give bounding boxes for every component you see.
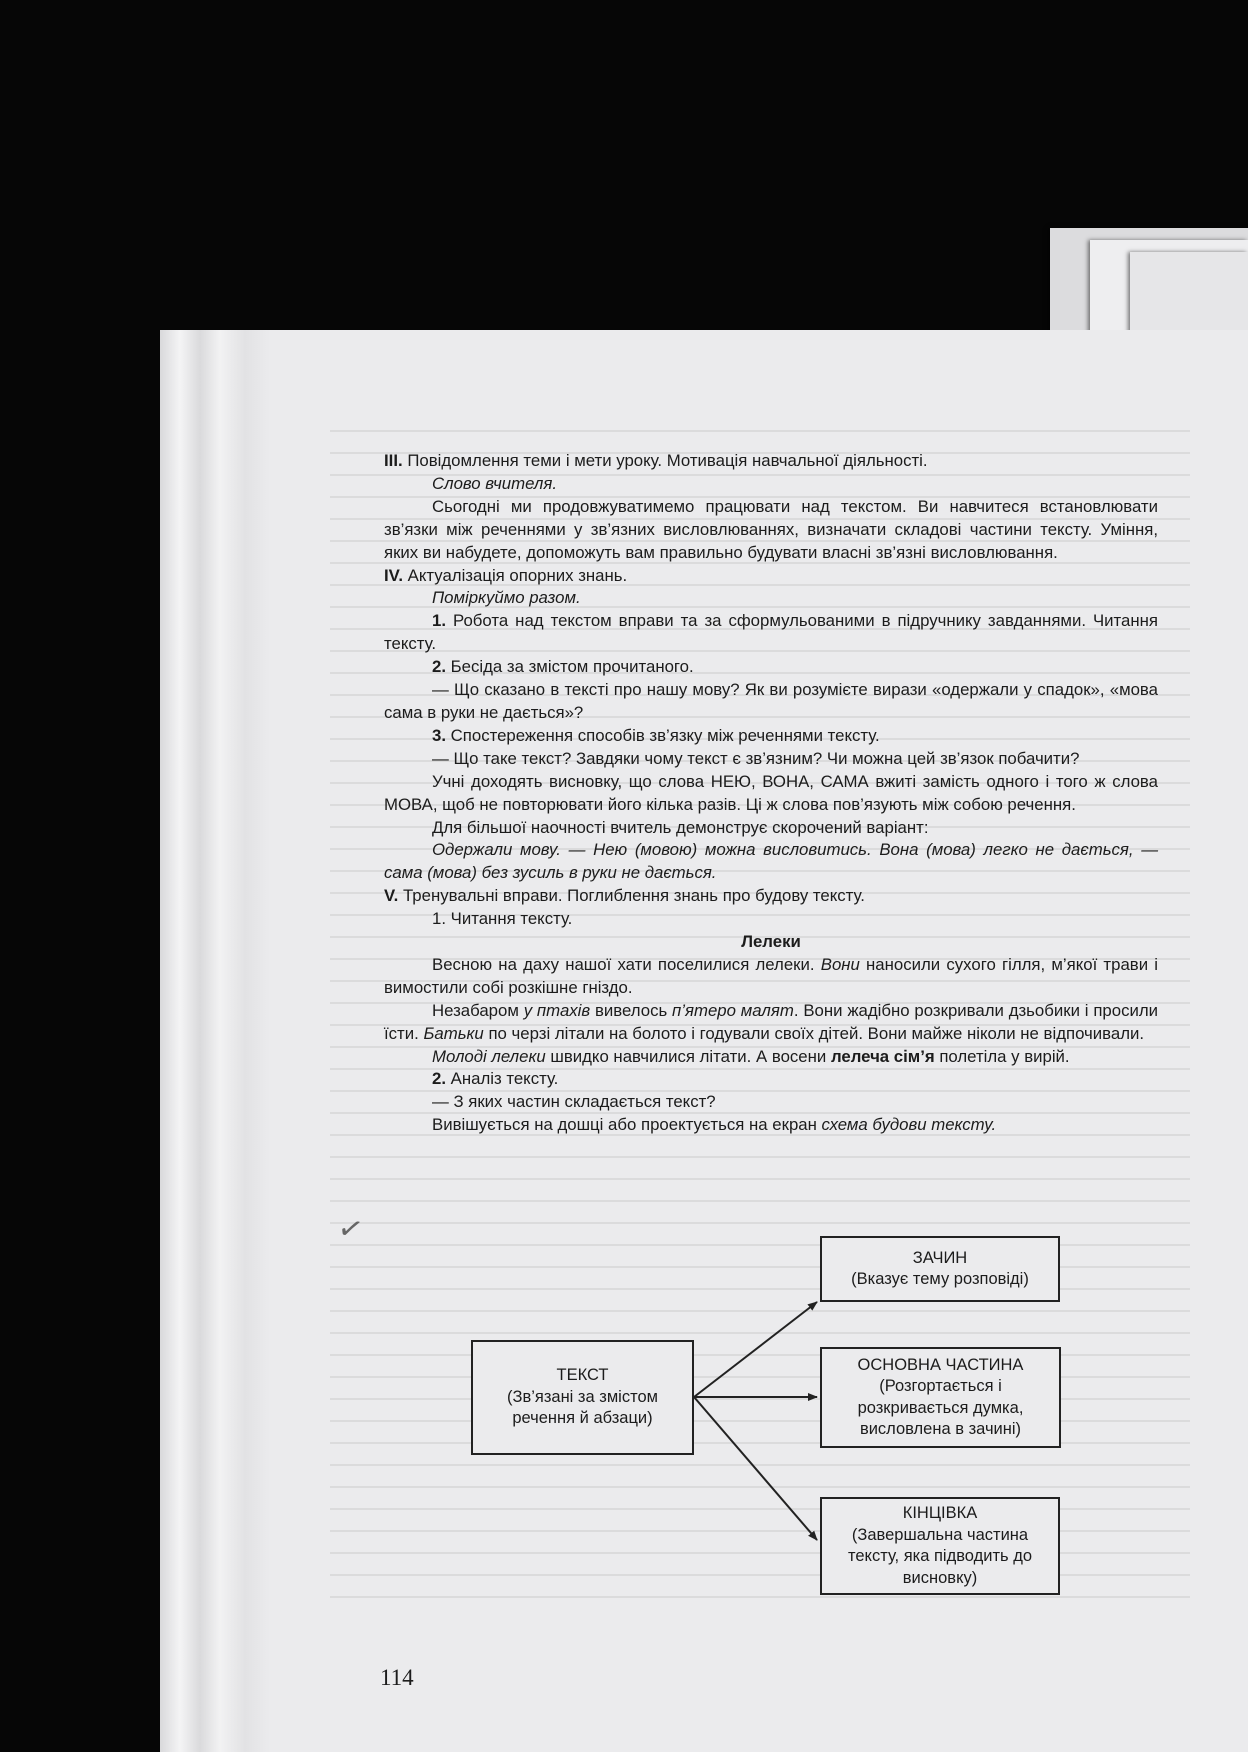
diagram-box-body: (Завершальна частина тексту, яка підводить до висновку) [848, 1525, 1032, 1587]
story-title: Лелеки [741, 932, 801, 952]
text-run: . Вони жадібно розкривали дзьобики і просили їсти. [384, 1000, 1159, 1043]
page-number: 114 [380, 1665, 414, 1690]
paragraph: 1. Читання тексту. [432, 909, 573, 929]
arrow-to-intro [694, 1302, 817, 1397]
item-number: V. [384, 886, 399, 906]
text-run: Вивішується на дошці або проектується на екран [432, 1115, 822, 1135]
item-number: 2. [432, 657, 446, 677]
diagram-box-intro [820, 1236, 1060, 1302]
item-text: Аналіз тексту. [450, 1069, 559, 1089]
paragraph: Для більшої наочності вчитель демонструє скорочений варіант: [432, 817, 929, 837]
text-run: вивелось [590, 1000, 673, 1020]
item-number: 1. [432, 611, 446, 631]
item-text: Повідомлення теми і мети уроку. Мотивація навчальної діяльності. [407, 451, 928, 470]
diagram-box-ending [820, 1497, 1060, 1595]
item-text: Актуалізація опорних знань. [407, 565, 628, 585]
emphasis-italic: Батьки [423, 1023, 484, 1043]
emphasis-italic: Молоді лелеки [432, 1046, 546, 1066]
emphasis-italic: п’ятеро малят [672, 1000, 794, 1020]
italic-paragraph: Слово вчителя. [432, 473, 557, 493]
diagram-box-title: КІНЦІВКА [902, 1504, 978, 1522]
text-run: Незабаром [432, 1000, 524, 1020]
diagram-box-title: ТЕКСТ [556, 1366, 609, 1385]
item-text: Робота над текстом вправи та за сформульованими в підручнику завданнями. Читання тексту. [384, 611, 1158, 654]
paragraph: Учні доходять висновку, що слова НЕЮ, ВОНА, САМА вжиті замість одного і того ж слова МОВА, щоб не повторювати його кілька разів. Ці ж слова пов’язують між собою речення. [384, 771, 1158, 814]
paragraph: — Що сказано в тексті про нашу мову? Як ви розумієте вирази «одержали у спадок», «мова сама в руки не дається»? [384, 680, 1158, 722]
italic-paragraph: Поміркуймо разом. [432, 588, 581, 608]
emphasis-italic: Вони [820, 954, 860, 974]
paragraph: — Що таке текст? Завдяки чому текст є зв’язним? Чи можна цей зв’язок побачити? [432, 748, 1080, 768]
text-run: Весною на даху нашої хати поселилися лелеки. [432, 954, 821, 974]
text-run: по черзі літали на болото і годували своїх дітей. Вони майже ніколи не відпочивали. [483, 1023, 1145, 1043]
emphasis-italic: у птахів [523, 1000, 591, 1020]
text-run: полетіла у вирій. [934, 1046, 1070, 1066]
diagram-box-body: (Зв’язані за змістом речення й абзаци) [507, 1387, 658, 1428]
emphasis-italic: схема будови тексту. [821, 1115, 997, 1135]
diagram-box-text [471, 1340, 694, 1455]
item-number: 2. [432, 1069, 446, 1089]
arrow-to-ending [694, 1397, 817, 1540]
text-run: швидко навчилися літати. А восени [545, 1046, 831, 1066]
item-text: Тренувальні вправи. Поглиблення знань про будову тексту. [403, 886, 865, 906]
italic-paragraph: Одержали мову. — Нею (мовою) можна висловитись. Вона (мова) легко не дається, — сама (мова) без зусиль в руки не дається. [384, 840, 1158, 883]
text-run: наносили сухого гілля, м’якої трави і вимостили собі розкішне гніздо. [384, 954, 1158, 997]
item-number: 3. [432, 725, 446, 745]
diagram-box-main [820, 1347, 1061, 1448]
emphasis-bold: лелеча сім’я [830, 1046, 935, 1066]
pencil-check-mark: ✓ [334, 1209, 367, 1250]
diagram-box-body: (Розгортається і розкривається думка, висловлена в зачині) [857, 1377, 1024, 1438]
item-number: III. [384, 451, 403, 470]
paragraph: — З яких частин складається текст? [432, 1092, 716, 1112]
item-text: Спостереження способів зв’язку між реченнями тексту. [450, 725, 880, 745]
diagram-box-body: (Вказує тему розповіді) [851, 1270, 1029, 1288]
paragraph: Сьогодні ми продовжуватимемо працювати над текстом. Ви навчитеся встановлювати зв’язки між реченнями у зв’язних висловлюваннях, визначати складові частини тексту. Уміння, яких ви набудете, допоможуть вам правильно будувати власні зв’язні висловлювання. [384, 496, 1158, 562]
diagram-box-title: ЗАЧИН [912, 1248, 968, 1267]
item-number: IV. [384, 565, 403, 585]
diagram-box-title: ОСНОВНА ЧАСТИНА [857, 1355, 1024, 1374]
item-text: Бесіда за змістом прочитаного. [450, 657, 694, 677]
